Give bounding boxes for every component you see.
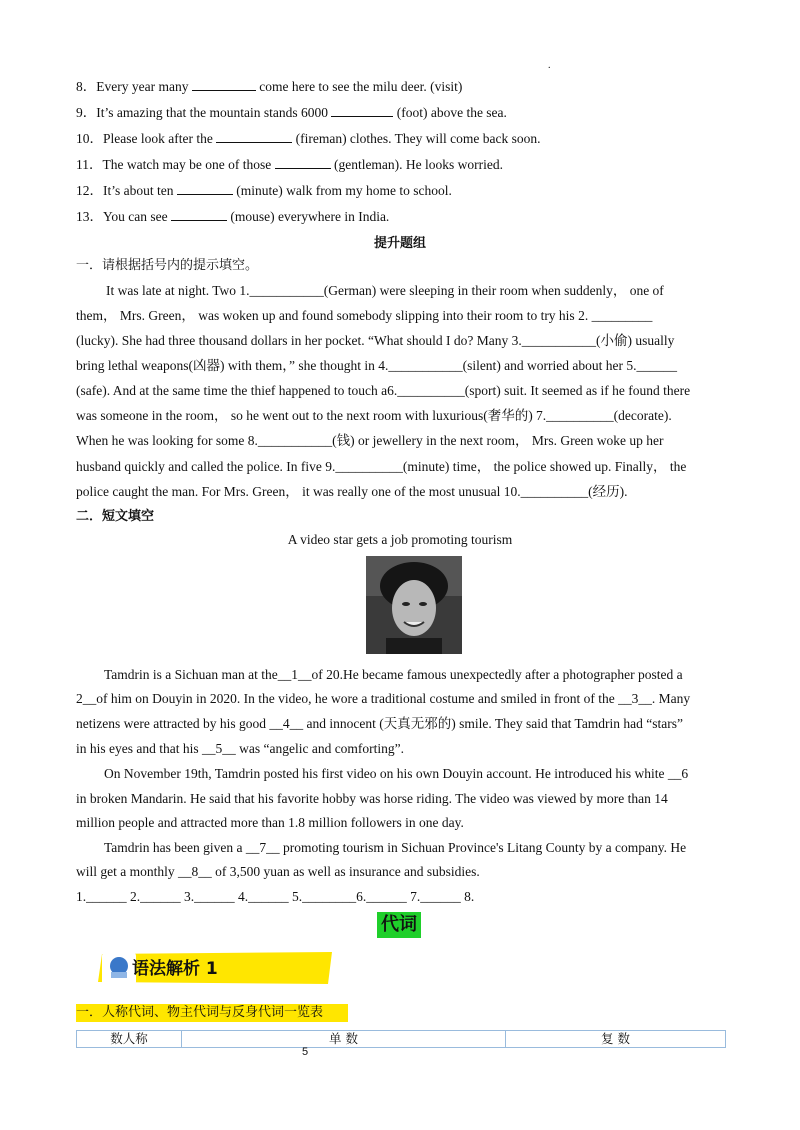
answer-blank[interactable] bbox=[331, 102, 393, 117]
passage-line: (lucky). She had three thousand dollars in her pocket. “What should I do? Many 3.___________(小偷) usually bbox=[76, 333, 675, 348]
part1-heading: 一．请根据括号内的提示填空。 bbox=[76, 258, 259, 273]
header-mark: . bbox=[548, 60, 551, 71]
passage-line: When he was looking for some 8.___________(钱) or jewellery in the next room， Mrs. Green woke up her bbox=[76, 433, 664, 448]
exercise-item: 9．It’s amazing that the mountain stands 6000 (foot) above the sea. bbox=[76, 102, 507, 122]
passage-line: netizens were attracted by his good __4__ and innocent (天真无邪的) smile. They said that Tamdrin had “stars” bbox=[76, 716, 684, 731]
portrait-image-icon bbox=[366, 556, 462, 654]
table-header-cell: 复 数 bbox=[601, 1031, 630, 1046]
passage-line: million people and attracted more than 1.8 million followers in one day. bbox=[76, 815, 464, 830]
portrait-photo bbox=[366, 556, 462, 654]
section-title-pronoun: 代词 bbox=[377, 912, 421, 938]
answer-line: 1.______ 2.______ 3.______ 4.______ 5.________6.______ 7.______ 8. bbox=[76, 889, 475, 904]
passage-line: police caught the man. For Mrs. Green， it was really one of the most unusual 10.__________(经历). bbox=[76, 484, 628, 499]
passage-line: in his eyes and that his __5__ was “angelic and comforting”. bbox=[76, 741, 405, 756]
banner-title: 语法解析 1 bbox=[132, 959, 218, 979]
grammar-banner bbox=[96, 948, 336, 988]
article-title: A video star gets a job promoting tourism bbox=[287, 532, 513, 547]
passage-line: On November 19th, Tamdrin posted his first video on his own Douyin account. He introduced his white __6 bbox=[104, 766, 689, 781]
table-heading: 一．人称代词、物主代词与反身代词一览表 bbox=[76, 1004, 348, 1022]
passage-line: bring lethal weapons(凶器) with them，” she thought in 4.___________(silent) and worried about her 5.______ bbox=[76, 358, 678, 373]
passage-line: It was late at night. Two 1.___________(German) were sleeping in their room when suddenly， one of bbox=[106, 283, 664, 298]
part2-heading: 二．短文填空 bbox=[76, 509, 155, 524]
exercise-item: 13．You can see (mouse) everywhere in India. bbox=[76, 206, 389, 226]
passage-line: husband quickly and called the police. In five 9.__________(minute) time， the police showed up. Finally， the bbox=[76, 459, 687, 474]
passage-line: was someone in the room， so he went out to the next room with luxurious(奢华的) 7.__________(decorate). bbox=[76, 408, 672, 423]
answer-blank[interactable] bbox=[275, 154, 331, 169]
passage-line: in broken Mandarin. He said that his favorite hobby was horse riding. The video was viewed by more than 14 bbox=[76, 791, 668, 806]
section-heading-upgrade: 提升题组 bbox=[373, 236, 426, 251]
answer-blank[interactable] bbox=[177, 180, 233, 195]
table-header-cell: 单 数 bbox=[182, 1031, 506, 1047]
answer-blank[interactable] bbox=[171, 206, 227, 221]
answer-blank[interactable] bbox=[192, 76, 256, 91]
page-number: 5 bbox=[302, 1046, 309, 1058]
passage-line: will get a monthly __8__ of 3,500 yuan as well as insurance and subsidies. bbox=[76, 864, 480, 879]
pronoun-table bbox=[76, 1030, 726, 1048]
table-header-cell: 数人称 bbox=[77, 1031, 182, 1047]
exercise-item: 12．It’s about ten (minute) walk from my home to school. bbox=[76, 180, 452, 200]
exercise-item: 11．The watch may be one of those (gentleman). He looks worried. bbox=[76, 154, 503, 174]
passage-line: them， Mrs. Green， was woken up and found somebody slipping into their room to try his 2. _________ bbox=[76, 308, 653, 323]
passage-line: (safe). And at the same time the thief happened to touch a6.__________(sport) suit. It seemed as if he found there bbox=[76, 383, 691, 398]
passage-line: 2__of him on Douyin in 2020. In the video, he wore a traditional costume and smiled in front of the __3__. Many bbox=[76, 691, 691, 706]
exercise-item: 10．Please look after the (fireman) clothes. They will come back soon. bbox=[76, 128, 541, 148]
passage-line: Tamdrin is a Sichuan man at the__1__of 20.He became famous unexpectedly after a photographer posted a bbox=[104, 667, 683, 682]
book-icon bbox=[102, 952, 136, 986]
answer-blank[interactable] bbox=[216, 128, 292, 143]
passage-line: Tamdrin has been given a __7__ promoting tourism in Sichuan Province's Litang County by a company. He bbox=[104, 840, 687, 855]
exercise-item: 8．Every year many come here to see the milu deer. (visit) bbox=[76, 76, 462, 96]
